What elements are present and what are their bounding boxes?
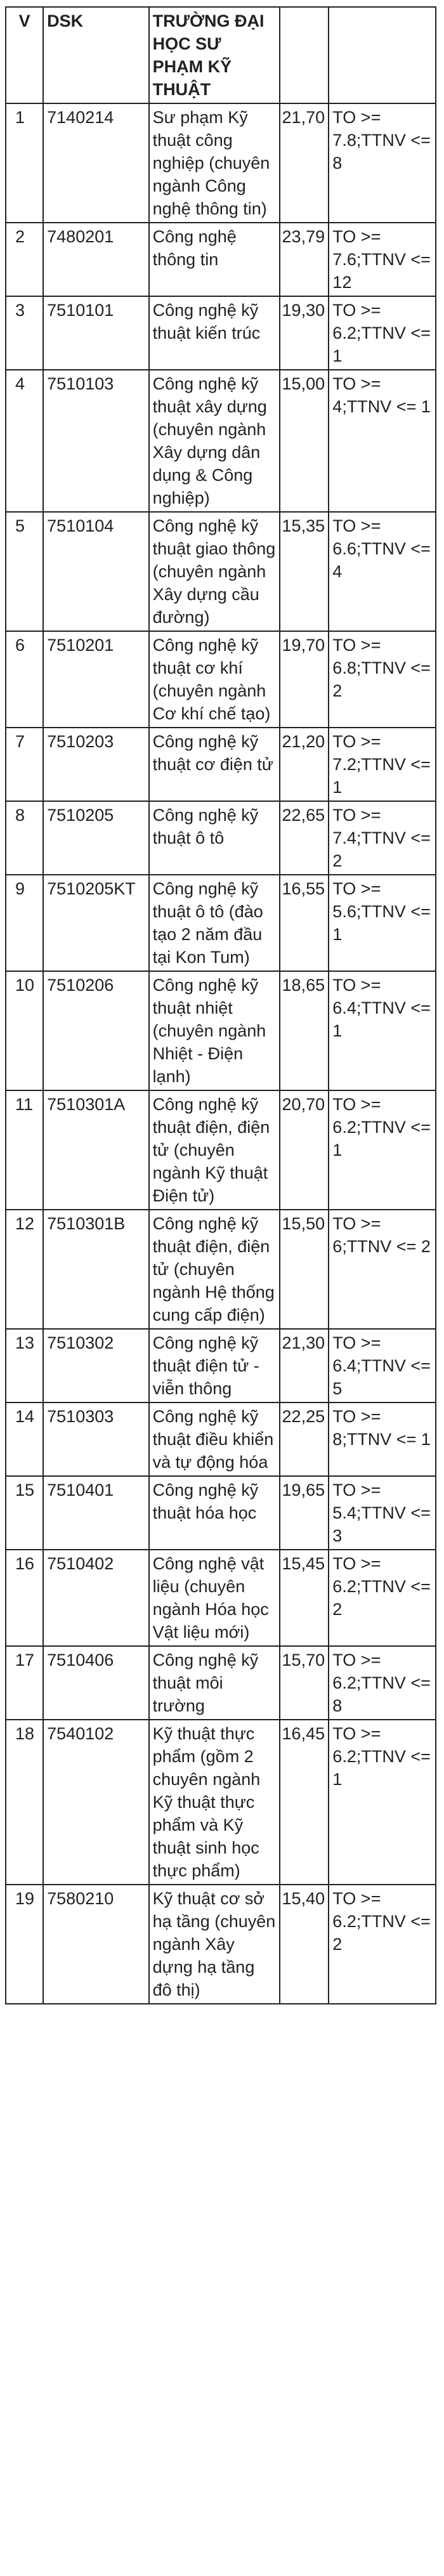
admission-condition: TO >= 8;TTNV <= 1 bbox=[329, 1402, 436, 1476]
major-name: Công nghệ kỹ thuật xây dựng (chuyên ngành Xây dựng dân dụng & Công nghiệp) bbox=[149, 370, 280, 512]
header-condition bbox=[329, 7, 436, 103]
major-name: Công nghệ kỹ thuật điện, điện tử (chuyên ngành Kỹ thuật Điện tử) bbox=[149, 1090, 280, 1210]
admission-scores-table bbox=[5, 6, 436, 2004]
admission-score: 18,65 bbox=[280, 971, 329, 1090]
table-row bbox=[6, 1329, 436, 1402]
table-row bbox=[6, 631, 436, 728]
row-index: 16 bbox=[6, 1550, 43, 1646]
admission-condition: TO >= 6.4;TTNV <= 1 bbox=[329, 971, 436, 1090]
admission-condition: TO >= 7.2;TTNV <= 1 bbox=[329, 728, 436, 801]
major-code: 7510206 bbox=[43, 971, 148, 1090]
table-row bbox=[6, 223, 436, 296]
row-index: 1 bbox=[6, 103, 43, 223]
table-row bbox=[6, 971, 436, 1090]
table-header bbox=[6, 7, 436, 103]
major-name: Kỹ thuật thực phẩm (gồm 2 chuyên ngành Kỹ thuật thực phẩm và Kỹ thuật sinh học thực phẩm) bbox=[149, 1720, 280, 1885]
row-index: 13 bbox=[6, 1329, 43, 1402]
table-row bbox=[6, 1210, 436, 1329]
admission-score: 15,70 bbox=[280, 1646, 329, 1720]
admission-condition: TO >= 6.2;TTNV <= 8 bbox=[329, 1646, 436, 1720]
admission-score: 19,70 bbox=[280, 631, 329, 728]
admission-score: 19,30 bbox=[280, 296, 329, 370]
major-code: 7510301B bbox=[43, 1210, 148, 1329]
row-index: 5 bbox=[6, 512, 43, 631]
table-row bbox=[6, 370, 436, 512]
major-code: 7510301A bbox=[43, 1090, 148, 1210]
row-index: 19 bbox=[6, 1885, 43, 2004]
major-name: Công nghệ thông tin bbox=[149, 223, 280, 296]
admission-score: 21,70 bbox=[280, 103, 329, 223]
admission-condition: TO >= 7.6;TTNV <= 12 bbox=[329, 223, 436, 296]
table-row bbox=[6, 728, 436, 801]
major-name: Công nghệ kỹ thuật ô tô (đào tạo 2 năm đầu tại Kon Tum) bbox=[149, 875, 280, 971]
table-row bbox=[6, 1646, 436, 1720]
major-name: Công nghệ kỹ thuật ô tô bbox=[149, 801, 280, 875]
admission-condition: TO >= 7.4;TTNV <= 2 bbox=[329, 801, 436, 875]
major-code: 7510203 bbox=[43, 728, 148, 801]
major-name: Công nghệ kỹ thuật giao thông (chuyên ngành Xây dựng cầu đường) bbox=[149, 512, 280, 631]
row-index: 8 bbox=[6, 801, 43, 875]
admission-condition: TO >= 7.8;TTNV <= 8 bbox=[329, 103, 436, 223]
table-row bbox=[6, 1402, 436, 1476]
major-code: 7510104 bbox=[43, 512, 148, 631]
major-name: Công nghệ kỹ thuật hóa học bbox=[149, 1476, 280, 1550]
admission-score: 21,30 bbox=[280, 1329, 329, 1402]
admission-condition: TO >= 5.4;TTNV <= 3 bbox=[329, 1476, 436, 1550]
major-code: 7510401 bbox=[43, 1476, 148, 1550]
major-name: Công nghệ kỹ thuật điện tử - viễn thông bbox=[149, 1329, 280, 1402]
row-index: 11 bbox=[6, 1090, 43, 1210]
table-row bbox=[6, 512, 436, 631]
admission-score: 15,50 bbox=[280, 1210, 329, 1329]
major-code: 7510205 bbox=[43, 801, 148, 875]
row-index: 6 bbox=[6, 631, 43, 728]
row-index: 3 bbox=[6, 296, 43, 370]
admission-condition: TO >= 6;TTNV <= 2 bbox=[329, 1210, 436, 1329]
major-code: 7140214 bbox=[43, 103, 148, 223]
major-name: Công nghệ vật liệu (chuyên ngành Hóa học Vật liệu mới) bbox=[149, 1550, 280, 1646]
admission-condition: TO >= 5.6;TTNV <= 1 bbox=[329, 875, 436, 971]
major-name: Công nghệ kỹ thuật cơ điện tử bbox=[149, 728, 280, 801]
admission-condition: TO >= 6.2;TTNV <= 1 bbox=[329, 1090, 436, 1210]
row-index: 4 bbox=[6, 370, 43, 512]
admission-score: 22,25 bbox=[280, 1402, 329, 1476]
admission-score: 16,45 bbox=[280, 1720, 329, 1885]
admission-score: 16,55 bbox=[280, 875, 329, 971]
header-school-name: TRƯỜNG ĐẠI HỌC SƯ PHẠM KỸ THUẬT bbox=[149, 7, 280, 103]
table-row bbox=[6, 1476, 436, 1550]
major-name: Công nghệ kỹ thuật nhiệt (chuyên ngành Nhiệt - Điện lạnh) bbox=[149, 971, 280, 1090]
major-code: 7510402 bbox=[43, 1550, 148, 1646]
admission-score: 20,70 bbox=[280, 1090, 329, 1210]
admission-score: 15,40 bbox=[280, 1885, 329, 2004]
row-index: 7 bbox=[6, 728, 43, 801]
row-index: 15 bbox=[6, 1476, 43, 1550]
table-body bbox=[6, 103, 436, 2004]
admission-score: 22,65 bbox=[280, 801, 329, 875]
header-code: DSK bbox=[43, 7, 148, 103]
table-row bbox=[6, 103, 436, 223]
admission-condition: TO >= 6.2;TTNV <= 1 bbox=[329, 296, 436, 370]
row-index: 14 bbox=[6, 1402, 43, 1476]
admission-score: 15,35 bbox=[280, 512, 329, 631]
major-name: Sư phạm Kỹ thuật công nghiệp (chuyên ngành Công nghệ thông tin) bbox=[149, 103, 280, 223]
major-code: 7480201 bbox=[43, 223, 148, 296]
row-index: 10 bbox=[6, 971, 43, 1090]
row-index: 18 bbox=[6, 1720, 43, 1885]
header-score bbox=[280, 7, 329, 103]
row-index: 2 bbox=[6, 223, 43, 296]
table-row bbox=[6, 875, 436, 971]
admission-condition: TO >= 4;TTNV <= 1 bbox=[329, 370, 436, 512]
row-index: 9 bbox=[6, 875, 43, 971]
table-row bbox=[6, 1720, 436, 1885]
major-code: 7510201 bbox=[43, 631, 148, 728]
admission-score: 23,79 bbox=[280, 223, 329, 296]
row-index: 12 bbox=[6, 1210, 43, 1329]
admission-condition: TO >= 6.2;TTNV <= 2 bbox=[329, 1885, 436, 2004]
major-name: Công nghệ kỹ thuật điều khiển và tự động hóa bbox=[149, 1402, 280, 1476]
major-code: 7510205KT bbox=[43, 875, 148, 971]
major-code: 7510101 bbox=[43, 296, 148, 370]
major-code: 7510303 bbox=[43, 1402, 148, 1476]
major-name: Công nghệ kỹ thuật kiến trúc bbox=[149, 296, 280, 370]
header-index: V bbox=[6, 7, 43, 103]
admission-score: 19,65 bbox=[280, 1476, 329, 1550]
table-row bbox=[6, 1550, 436, 1646]
table-row bbox=[6, 1090, 436, 1210]
admission-score: 21,20 bbox=[280, 728, 329, 801]
admission-condition: TO >= 6.8;TTNV <= 2 bbox=[329, 631, 436, 728]
major-code: 7510406 bbox=[43, 1646, 148, 1720]
admission-condition: TO >= 6.6;TTNV <= 4 bbox=[329, 512, 436, 631]
admission-scores-document bbox=[5, 6, 436, 2004]
row-index: 17 bbox=[6, 1646, 43, 1720]
major-code: 7510103 bbox=[43, 370, 148, 512]
table-row bbox=[6, 296, 436, 370]
admission-score: 15,00 bbox=[280, 370, 329, 512]
table-row bbox=[6, 801, 436, 875]
major-code: 7510302 bbox=[43, 1329, 148, 1402]
admission-condition: TO >= 6.2;TTNV <= 2 bbox=[329, 1550, 436, 1646]
header-row bbox=[6, 7, 436, 103]
major-name: Kỹ thuật cơ sở hạ tầng (chuyên ngành Xây dựng hạ tầng đô thị) bbox=[149, 1885, 280, 2004]
major-name: Công nghệ kỹ thuật môi trường bbox=[149, 1646, 280, 1720]
major-code: 7580210 bbox=[43, 1885, 148, 2004]
major-name: Công nghệ kỹ thuật cơ khí (chuyên ngành Cơ khí chế tạo) bbox=[149, 631, 280, 728]
major-name: Công nghệ kỹ thuật điện, điện tử (chuyên ngành Hệ thống cung cấp điện) bbox=[149, 1210, 280, 1329]
table-row bbox=[6, 1885, 436, 2004]
major-code: 7540102 bbox=[43, 1720, 148, 1885]
admission-score: 15,45 bbox=[280, 1550, 329, 1646]
admission-condition: TO >= 6.2;TTNV <= 1 bbox=[329, 1720, 436, 1885]
admission-condition: TO >= 6.4;TTNV <= 5 bbox=[329, 1329, 436, 1402]
